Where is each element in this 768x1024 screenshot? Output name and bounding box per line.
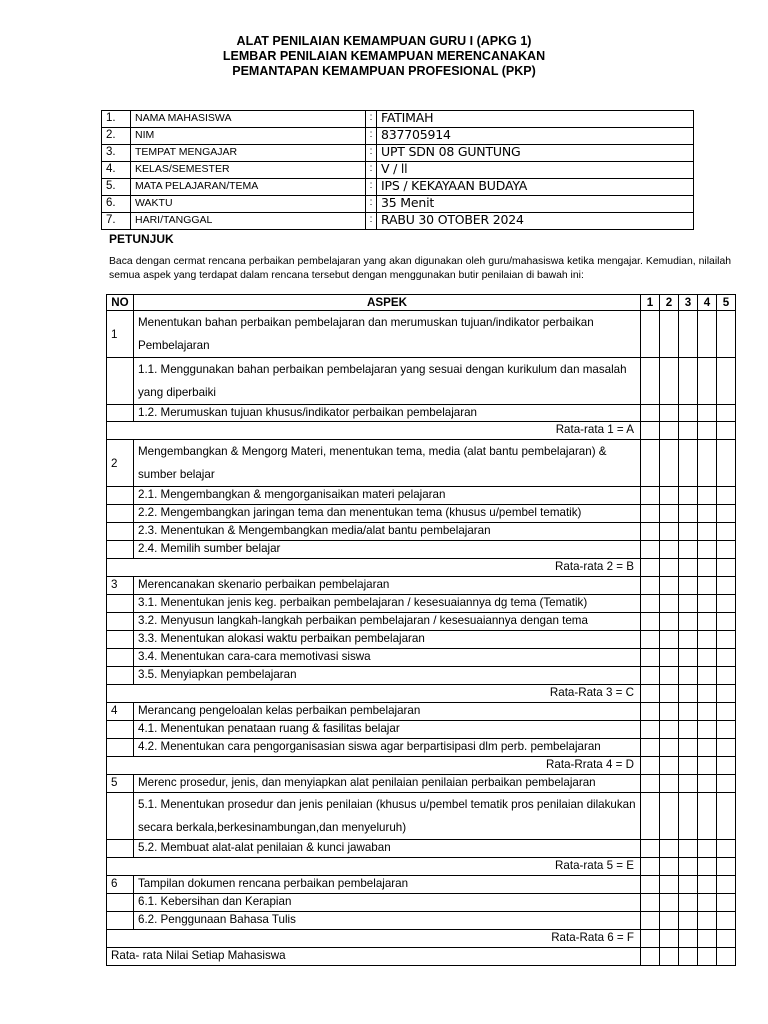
average-row <box>107 930 736 948</box>
info-value: IPS / KEKAYAAN BUDAYA <box>377 179 694 196</box>
score-cell-1[interactable] <box>641 930 660 948</box>
score-cell-1[interactable] <box>641 840 660 858</box>
aspect-number <box>107 613 134 631</box>
score-cell-4[interactable] <box>698 405 717 422</box>
score-cell-1[interactable] <box>641 541 660 559</box>
header-score-4: 4 <box>698 295 717 311</box>
score-cell-5[interactable] <box>717 487 736 505</box>
score-cell-5[interactable] <box>717 440 736 487</box>
info-number: 4. <box>102 162 131 179</box>
score-cell-4[interactable] <box>698 685 717 703</box>
sub-aspect-row <box>107 739 736 757</box>
score-cell-4[interactable] <box>698 440 717 487</box>
score-cell-5[interactable] <box>717 505 736 523</box>
score-cell-3[interactable] <box>679 631 698 649</box>
info-separator: : <box>366 196 377 213</box>
score-cell-2[interactable] <box>660 523 679 541</box>
score-cell-3[interactable] <box>679 775 698 793</box>
sub-aspect-row <box>107 667 736 685</box>
score-cell-4[interactable] <box>698 613 717 631</box>
average-label: Rata-Rata 6 = F <box>107 930 641 948</box>
sub-aspect-row <box>107 505 736 523</box>
student-info-table <box>101 110 694 230</box>
header-aspek: ASPEK <box>134 295 641 311</box>
info-value: 35 Menit <box>377 196 694 213</box>
score-cell-5[interactable] <box>717 793 736 840</box>
score-cell-1[interactable] <box>641 487 660 505</box>
score-cell-4[interactable] <box>698 422 717 440</box>
score-cell-3[interactable] <box>679 876 698 894</box>
score-cell-2[interactable] <box>660 405 679 422</box>
score-cell-2[interactable] <box>660 613 679 631</box>
final-average-label: Rata- rata Nilai Setiap Mahasiswa <box>107 948 641 966</box>
average-label: Rata-Rata 3 = C <box>107 685 641 703</box>
score-cell-3[interactable] <box>679 703 698 721</box>
sub-aspect-row <box>107 523 736 541</box>
score-cell-3[interactable] <box>679 487 698 505</box>
score-cell-2[interactable] <box>660 685 679 703</box>
aspect-number <box>107 894 134 912</box>
sub-aspect-row <box>107 912 736 930</box>
score-cell-2[interactable] <box>660 541 679 559</box>
score-cell-2[interactable] <box>660 440 679 487</box>
score-cell-3[interactable] <box>679 739 698 757</box>
score-cell-2[interactable] <box>660 311 679 358</box>
score-cell-1[interactable] <box>641 739 660 757</box>
info-number: 5. <box>102 179 131 196</box>
aspect-number: 4 <box>107 703 134 721</box>
score-cell-5[interactable] <box>717 685 736 703</box>
score-cell-5[interactable] <box>717 840 736 858</box>
score-cell-5[interactable] <box>717 948 736 966</box>
score-cell-1[interactable] <box>641 721 660 739</box>
aspect-row <box>107 775 736 793</box>
average-row <box>107 685 736 703</box>
score-cell-1[interactable] <box>641 894 660 912</box>
info-row <box>102 128 694 145</box>
info-number: 3. <box>102 145 131 162</box>
score-cell-2[interactable] <box>660 775 679 793</box>
score-cell-3[interactable] <box>679 595 698 613</box>
score-cell-3[interactable] <box>679 311 698 358</box>
score-cell-3[interactable] <box>679 440 698 487</box>
info-value: 837705914 <box>377 128 694 145</box>
score-cell-2[interactable] <box>660 912 679 930</box>
score-cell-5[interactable] <box>717 405 736 422</box>
score-cell-4[interactable] <box>698 930 717 948</box>
aspect-number: 3 <box>107 577 134 595</box>
score-cell-5[interactable] <box>717 667 736 685</box>
score-cell-3[interactable] <box>679 613 698 631</box>
score-cell-2[interactable] <box>660 840 679 858</box>
sub-aspect-row <box>107 595 736 613</box>
score-cell-1[interactable] <box>641 577 660 595</box>
table-header-row <box>107 295 736 311</box>
score-cell-5[interactable] <box>717 422 736 440</box>
info-label: WAKTU <box>131 196 366 213</box>
info-value: RABU 30 OTOBER 2024 <box>377 213 694 230</box>
aspect-text: 3.1. Menentukan jenis keg. perbaikan pembelajaran / kesesuaiannya dg tema (Tematik) <box>134 595 641 613</box>
sub-aspect-row <box>107 631 736 649</box>
score-cell-4[interactable] <box>698 577 717 595</box>
average-row <box>107 422 736 440</box>
score-cell-1[interactable] <box>641 358 660 405</box>
score-cell-5[interactable] <box>717 577 736 595</box>
info-label: MATA PELAJARAN/TEMA <box>131 179 366 196</box>
score-cell-3[interactable] <box>679 858 698 876</box>
aspect-number <box>107 405 134 422</box>
info-row <box>102 111 694 128</box>
score-cell-5[interactable] <box>717 775 736 793</box>
aspect-number <box>107 912 134 930</box>
aspect-number <box>107 721 134 739</box>
score-cell-3[interactable] <box>679 840 698 858</box>
aspect-text: 5.2. Membuat alat-alat penilaian & kunci jawaban <box>134 840 641 858</box>
info-label: HARI/TANGGAL <box>131 213 366 230</box>
score-cell-1[interactable] <box>641 405 660 422</box>
score-cell-3[interactable] <box>679 358 698 405</box>
aspect-text: 6.1. Kebersihan dan Kerapian <box>134 894 641 912</box>
score-cell-5[interactable] <box>717 912 736 930</box>
aspect-text: Merancang pengeloalan kelas perbaikan pembelajaran <box>134 703 641 721</box>
aspect-text: Merencanakan skenario perbaikan pembelajaran <box>134 577 641 595</box>
score-cell-1[interactable] <box>641 757 660 775</box>
score-cell-5[interactable] <box>717 894 736 912</box>
sub-aspect-row <box>107 649 736 667</box>
info-value: V / ll <box>377 162 694 179</box>
info-number: 2. <box>102 128 131 145</box>
score-cell-5[interactable] <box>717 613 736 631</box>
score-cell-2[interactable] <box>660 721 679 739</box>
score-cell-3[interactable] <box>679 559 698 577</box>
info-separator: : <box>366 213 377 230</box>
doc-title-line-2: LEMBAR PENILAIAN KEMAMPUAN MERENCANAKAN <box>222 49 546 63</box>
aspect-number: 1 <box>107 311 134 358</box>
aspect-number <box>107 649 134 667</box>
aspect-row <box>107 876 736 894</box>
aspect-number <box>107 541 134 559</box>
score-cell-2[interactable] <box>660 595 679 613</box>
header-no: NO <box>107 295 134 311</box>
score-cell-2[interactable] <box>660 739 679 757</box>
petunjuk-text: Baca dengan cermat rencana perbaikan pembelajaran yang akan digunakan oleh guru/mahasiswa ketika mengajar. Kemudian, nilailah semua aspek yang terdapat dalam rencana tersebut dengan menggunakan butir penilaian di bawah ini: <box>109 256 731 281</box>
info-label: TEMPAT MENGAJAR <box>131 145 366 162</box>
score-cell-2[interactable] <box>660 667 679 685</box>
aspect-number <box>107 667 134 685</box>
score-cell-1[interactable] <box>641 523 660 541</box>
score-cell-2[interactable] <box>660 631 679 649</box>
aspect-text: 3.3. Menentukan alokasi waktu perbaikan pembelajaran <box>134 631 641 649</box>
score-cell-4[interactable] <box>698 487 717 505</box>
aspect-text: Menentukan bahan perbaikan pembelajaran dan merumuskan tujuan/indikator perbaikan Pembelajaran <box>134 311 641 358</box>
score-cell-2[interactable] <box>660 930 679 948</box>
info-value: UPT SDN 08 GUNTUNG <box>377 145 694 162</box>
score-cell-2[interactable] <box>660 505 679 523</box>
score-cell-4[interactable] <box>698 757 717 775</box>
score-cell-5[interactable] <box>717 523 736 541</box>
info-number: 1. <box>102 111 131 128</box>
aspect-number: 6 <box>107 876 134 894</box>
score-cell-5[interactable] <box>717 541 736 559</box>
aspect-number <box>107 505 134 523</box>
aspect-number <box>107 631 134 649</box>
score-cell-2[interactable] <box>660 757 679 775</box>
score-cell-3[interactable] <box>679 667 698 685</box>
score-cell-4[interactable] <box>698 311 717 358</box>
average-row <box>107 858 736 876</box>
score-cell-5[interactable] <box>717 559 736 577</box>
info-number: 6. <box>102 196 131 213</box>
sub-aspect-row <box>107 793 736 840</box>
score-cell-4[interactable] <box>698 721 717 739</box>
score-cell-3[interactable] <box>679 948 698 966</box>
aspect-text: 5.1. Menentukan prosedur dan jenis penilaian (khusus u/pembel tematik pros penilaian dilakukan secara berkala,berkesinambungan,dan menyeluruh) <box>134 793 641 840</box>
info-row <box>102 196 694 213</box>
aspect-row <box>107 577 736 595</box>
score-cell-1[interactable] <box>641 613 660 631</box>
doc-title-line-3: PEMANTAPAN KEMAMPUAN PROFESIONAL (PKP) <box>232 64 536 78</box>
score-cell-4[interactable] <box>698 667 717 685</box>
final-average-row <box>107 948 736 966</box>
score-cell-4[interactable] <box>698 541 717 559</box>
score-cell-3[interactable] <box>679 894 698 912</box>
score-cell-5[interactable] <box>717 649 736 667</box>
sub-aspect-row <box>107 721 736 739</box>
header-score-1: 1 <box>641 295 660 311</box>
score-cell-3[interactable] <box>679 422 698 440</box>
score-cell-2[interactable] <box>660 876 679 894</box>
score-cell-5[interactable] <box>717 595 736 613</box>
sub-aspect-row <box>107 541 736 559</box>
score-cell-4[interactable] <box>698 358 717 405</box>
score-cell-1[interactable] <box>641 631 660 649</box>
sub-aspect-row <box>107 894 736 912</box>
aspect-row <box>107 703 736 721</box>
score-cell-1[interactable] <box>641 775 660 793</box>
aspect-text: Tampilan dokumen rencana perbaikan pembelajaran <box>134 876 641 894</box>
score-cell-2[interactable] <box>660 649 679 667</box>
score-cell-1[interactable] <box>641 876 660 894</box>
score-cell-4[interactable] <box>698 876 717 894</box>
score-cell-3[interactable] <box>679 523 698 541</box>
score-cell-4[interactable] <box>698 523 717 541</box>
doc-title-line-1: ALAT PENILAIAN KEMAMPUAN GURU I (APKG 1) <box>236 34 532 48</box>
score-cell-1[interactable] <box>641 440 660 487</box>
aspect-text: 3.2. Menyusun langkah-langkah perbaikan pembelajaran / kesesuaiannya dengan tema <box>134 613 641 631</box>
aspect-text: 3.4. Menentukan cara-cara memotivasi siswa <box>134 649 641 667</box>
petunjuk-heading: PETUNJUK <box>109 232 174 246</box>
score-cell-4[interactable] <box>698 912 717 930</box>
sub-aspect-row <box>107 405 736 422</box>
aspect-text: 2.3. Menentukan & Mengembangkan media/alat bantu pembelajaran <box>134 523 641 541</box>
score-cell-3[interactable] <box>679 405 698 422</box>
score-cell-3[interactable] <box>679 505 698 523</box>
score-cell-1[interactable] <box>641 912 660 930</box>
aspect-number <box>107 793 134 840</box>
score-cell-1[interactable] <box>641 858 660 876</box>
score-cell-2[interactable] <box>660 559 679 577</box>
score-cell-4[interactable] <box>698 793 717 840</box>
aspect-text: 3.5. Menyiapkan pembelajaran <box>134 667 641 685</box>
aspect-number <box>107 487 134 505</box>
score-cell-3[interactable] <box>679 685 698 703</box>
score-cell-5[interactable] <box>717 858 736 876</box>
aspect-number: 5 <box>107 775 134 793</box>
score-cell-1[interactable] <box>641 649 660 667</box>
aspect-text: Mengembangkan & Mengorg Materi, menentukan tema, media (alat bantu pembelajaran) & sumber belajar <box>134 440 641 487</box>
score-cell-2[interactable] <box>660 703 679 721</box>
aspect-text: 4.1. Menentukan penataan ruang & fasilitas belajar <box>134 721 641 739</box>
info-label: NAMA MAHASISWA <box>131 111 366 128</box>
info-separator: : <box>366 145 377 162</box>
score-cell-4[interactable] <box>698 505 717 523</box>
average-row <box>107 757 736 775</box>
sub-aspect-row <box>107 840 736 858</box>
score-cell-1[interactable] <box>641 667 660 685</box>
aspect-text: 6.2. Penggunaan Bahasa Tulis <box>134 912 641 930</box>
header-score-5: 5 <box>717 295 736 311</box>
score-cell-3[interactable] <box>679 930 698 948</box>
info-row <box>102 179 694 196</box>
aspect-number <box>107 840 134 858</box>
score-cell-1[interactable] <box>641 948 660 966</box>
score-cell-3[interactable] <box>679 793 698 840</box>
score-cell-5[interactable] <box>717 721 736 739</box>
info-separator: : <box>366 179 377 196</box>
aspect-text: Merenc prosedur, jenis, dan menyiapkan alat penilaian penilaian perbaikan pembelajaran <box>134 775 641 793</box>
info-row <box>102 145 694 162</box>
info-row <box>102 162 694 179</box>
score-cell-2[interactable] <box>660 422 679 440</box>
average-label: Rata-rata 1 = A <box>107 422 641 440</box>
score-cell-3[interactable] <box>679 577 698 595</box>
score-cell-4[interactable] <box>698 595 717 613</box>
score-cell-3[interactable] <box>679 541 698 559</box>
score-cell-4[interactable] <box>698 840 717 858</box>
score-cell-2[interactable] <box>660 948 679 966</box>
average-label: Rata-Rrata 4 = D <box>107 757 641 775</box>
aspect-text: 1.1. Menggunakan bahan perbaikan pembelajaran yang sesuai dengan kurikulum dan masalah yang diperbaiki <box>134 358 641 405</box>
score-cell-2[interactable] <box>660 487 679 505</box>
score-cell-5[interactable] <box>717 703 736 721</box>
sub-aspect-row <box>107 613 736 631</box>
score-cell-3[interactable] <box>679 912 698 930</box>
score-cell-2[interactable] <box>660 894 679 912</box>
score-cell-4[interactable] <box>698 775 717 793</box>
header-score-2: 2 <box>660 295 679 311</box>
score-cell-5[interactable] <box>717 631 736 649</box>
info-separator: : <box>366 111 377 128</box>
sub-aspect-row <box>107 487 736 505</box>
aspect-text: 2.1. Mengembangkan & mengorganisaikan materi pelajaran <box>134 487 641 505</box>
score-cell-5[interactable] <box>717 930 736 948</box>
info-row <box>102 213 694 230</box>
aspect-number <box>107 739 134 757</box>
score-cell-4[interactable] <box>698 559 717 577</box>
aspect-row <box>107 440 736 487</box>
aspect-number: 2 <box>107 440 134 487</box>
assessment-table <box>106 294 736 966</box>
score-cell-4[interactable] <box>698 858 717 876</box>
aspect-number <box>107 523 134 541</box>
score-cell-5[interactable] <box>717 876 736 894</box>
aspect-text: 2.2. Mengembangkan jaringan tema dan menentukan tema (khusus u/pembel tematik) <box>134 505 641 523</box>
score-cell-4[interactable] <box>698 631 717 649</box>
score-cell-1[interactable] <box>641 422 660 440</box>
info-separator: : <box>366 162 377 179</box>
score-cell-5[interactable] <box>717 311 736 358</box>
score-cell-5[interactable] <box>717 757 736 775</box>
score-cell-2[interactable] <box>660 793 679 840</box>
sub-aspect-row <box>107 358 736 405</box>
score-cell-4[interactable] <box>698 703 717 721</box>
score-cell-1[interactable] <box>641 793 660 840</box>
aspect-number <box>107 595 134 613</box>
score-cell-4[interactable] <box>698 948 717 966</box>
average-label: Rata-rata 5 = E <box>107 858 641 876</box>
info-value: FATIMAH <box>377 111 694 128</box>
score-cell-5[interactable] <box>717 358 736 405</box>
score-cell-2[interactable] <box>660 358 679 405</box>
score-cell-4[interactable] <box>698 739 717 757</box>
aspect-text: 2.4. Memilih sumber belajar <box>134 541 641 559</box>
aspect-row <box>107 311 736 358</box>
info-separator: : <box>366 128 377 145</box>
score-cell-5[interactable] <box>717 739 736 757</box>
score-cell-3[interactable] <box>679 649 698 667</box>
aspect-number <box>107 358 134 405</box>
average-row <box>107 559 736 577</box>
info-label: KELAS/SEMESTER <box>131 162 366 179</box>
aspect-text: 4.2. Menentukan cara pengorganisasian siswa agar berpartisipasi dlm perb. pembelajaran <box>134 739 641 757</box>
score-cell-1[interactable] <box>641 505 660 523</box>
score-cell-1[interactable] <box>641 703 660 721</box>
score-cell-1[interactable] <box>641 559 660 577</box>
score-cell-2[interactable] <box>660 577 679 595</box>
score-cell-1[interactable] <box>641 311 660 358</box>
score-cell-4[interactable] <box>698 894 717 912</box>
score-cell-3[interactable] <box>679 721 698 739</box>
score-cell-2[interactable] <box>660 858 679 876</box>
info-label: NIM <box>131 128 366 145</box>
aspect-text: 1.2. Merumuskan tujuan khusus/indikator perbaikan pembelajaran <box>134 405 641 422</box>
info-number: 7. <box>102 213 131 230</box>
score-cell-3[interactable] <box>679 757 698 775</box>
score-cell-4[interactable] <box>698 649 717 667</box>
score-cell-1[interactable] <box>641 595 660 613</box>
score-cell-1[interactable] <box>641 685 660 703</box>
average-label: Rata-rata 2 = B <box>107 559 641 577</box>
header-score-3: 3 <box>679 295 698 311</box>
